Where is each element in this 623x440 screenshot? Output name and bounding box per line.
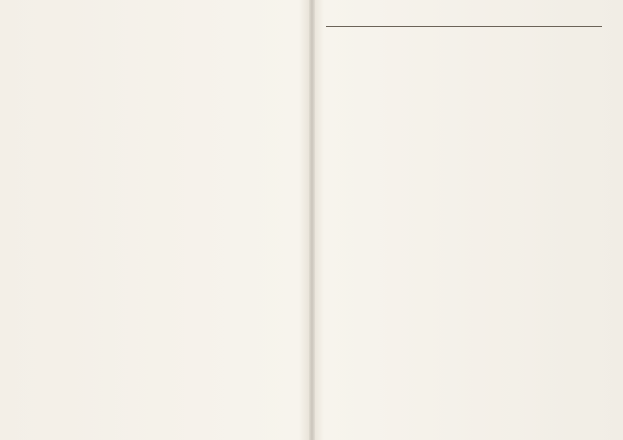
chapter-title xyxy=(20,42,296,56)
book-gutter xyxy=(309,0,315,440)
left-paragraph-2 xyxy=(20,76,296,88)
right-paragraph-3 xyxy=(326,61,602,73)
left-page xyxy=(20,14,296,428)
right-paragraph-2 xyxy=(326,47,602,59)
right-page xyxy=(326,14,602,428)
running-head xyxy=(326,14,602,27)
left-intro-paragraph xyxy=(20,14,296,26)
right-paragraph-1 xyxy=(326,33,602,45)
left-paragraph-1 xyxy=(20,62,296,74)
